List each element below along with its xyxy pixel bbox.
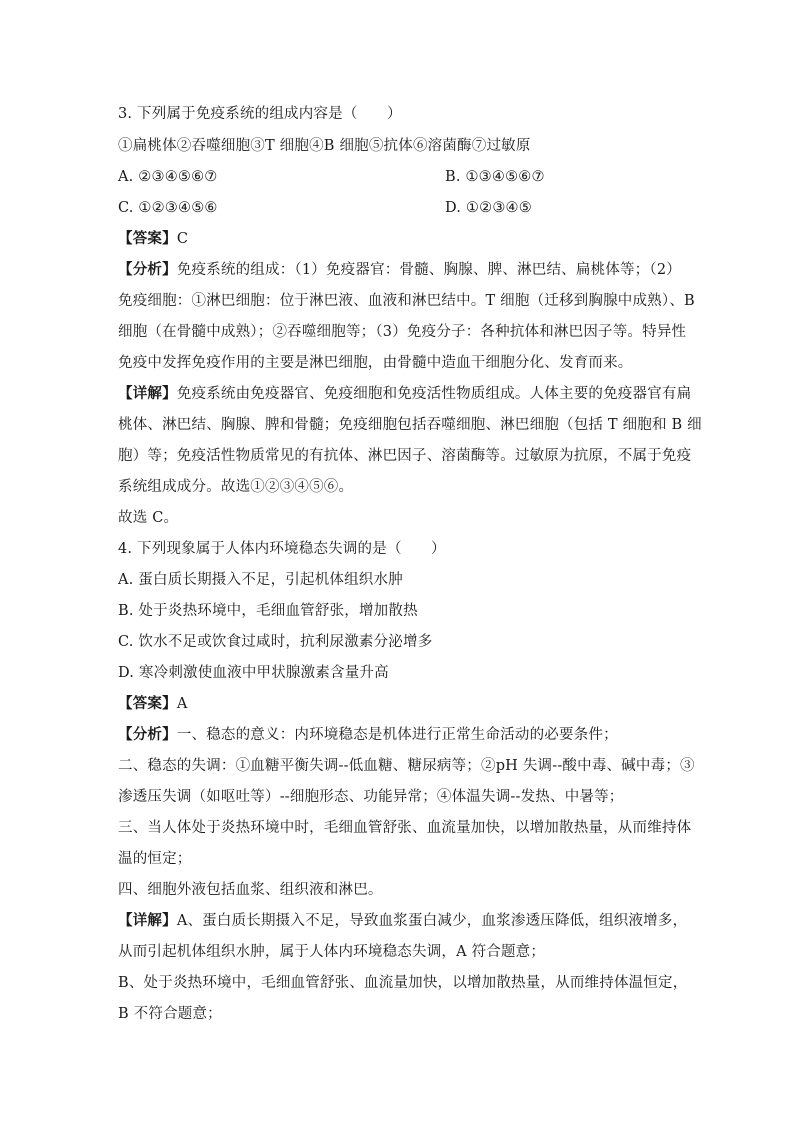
q4-analysis-line-4: 三、当人体处于炎热环境中时，毛细血管舒张、血流量加快，以增加散热量，从而维持体 (118, 820, 692, 836)
q3-detail-line-3: 胞）等；免疫活性物质常见的有抗体、淋巴因子、溶菌酶等。过敏原为抗原，不属于免疫 (118, 448, 692, 464)
q3-answer (118, 229, 678, 249)
q4-detail-line-4: B 不符合题意； (118, 1006, 222, 1022)
q3-detail-line-2: 桃体、淋巴结、胸腺、脾和骨髓；免疫细胞包括吞噬细胞、淋巴细胞（包括 T 细胞和 B 细 (118, 417, 702, 433)
analysis-tag: 【分析】 (118, 726, 177, 743)
q4-option-a: A. 蛋白质长期摄入不足，引起机体组织水肿 (118, 572, 403, 588)
q3-option-d: D. ①②③④⑤ (445, 200, 532, 216)
q3-items: ①扁桃体②吞噬细胞③T 细胞④B 细胞⑤抗体⑥溶菌酶⑦过敏原 (118, 138, 531, 154)
answer-tag: 【答案】 (118, 230, 177, 247)
q3-option-c: C. ①②③④⑤⑥ (118, 200, 218, 216)
answer-value: A (176, 696, 188, 712)
q4-analysis-line-1 (118, 725, 678, 745)
analysis-text: 一、稳态的意义：内环境稳态是机体进行正常生命活动的必要条件； (176, 727, 618, 743)
q4-analysis-line-2: 二、稳态的失调：①血糖平衡失调--低血糖、糖尿病等；②pH 失调--酸中毒、碱中毒；③ (118, 758, 695, 774)
q3-stem: 3. 下列属于免疫系统的组成内容是（ ） (118, 106, 402, 122)
q3-analysis-line-1 (118, 260, 681, 280)
q4-analysis-line-3: 渗透压失调（如呕吐等）--细胞形态、功能异常；④体温失调--发热、中暑等； (118, 789, 624, 805)
q4-answer (118, 694, 678, 714)
q3-analysis-line-3: 细胞（在骨髓中成熟）；②吞噬细胞等；（3）免疫分子：各种抗体和淋巴因子等。特异性 (118, 324, 687, 340)
q3-analysis-line-2: 免疫细胞：①淋巴细胞：位于淋巴液、血液和淋巴结中。T 细胞（迁移到胸腺中成熟）、B (118, 293, 695, 309)
q4-detail-line-3: B、处于炎热环境中，毛细血管舒张、血流量加快，以增加散热量，从而维持体温恒定， (118, 975, 688, 991)
q3-option-a: A. ②③④⑤⑥⑦ (118, 169, 218, 185)
q4-option-c: C. 饮水不足或饮食过咸时，抗利尿激素分泌增多 (118, 634, 433, 650)
answer-value: C (176, 231, 189, 247)
analysis-tag: 【分析】 (118, 261, 177, 278)
q3-conclusion: 故选 C。 (118, 510, 179, 526)
q3-detail-line-4: 系统组成成分。故选①②③④⑤⑥。 (118, 479, 354, 495)
q4-detail-line-1 (118, 911, 688, 931)
detail-tag: 【详解】 (118, 385, 177, 402)
detail-text: 免疫系统由免疫器官、免疫细胞和免疫活性物质组成。人体主要的免疫器官有扁 (176, 386, 692, 402)
analysis-text: 免疫系统的组成：（1）免疫器官：骨髓、胸腺、脾、淋巴结、扁桃体等；（2） (176, 262, 681, 278)
q4-detail-line-2: 从而引起机体组织水肿，属于人体内环境稳态失调，A 符合题意； (118, 944, 546, 960)
q3-detail-line-1 (118, 384, 692, 404)
q3-option-b: B. ①③④⑤⑥⑦ (445, 169, 545, 185)
answer-tag: 【答案】 (118, 695, 177, 712)
q4-option-d: D. 寒冷刺激使血液中甲状腺激素含量升高 (118, 665, 389, 681)
q3-analysis-line-4: 免疫中发挥免疫作用的主要是淋巴细胞，由骨髓中造血干细胞分化、发育而来。 (118, 355, 633, 371)
q4-stem: 4. 下列现象属于人体内环境稳态失调的是（ ） (118, 541, 446, 557)
detail-text: A、蛋白质长期摄入不足，导致血浆蛋白减少，血浆渗透压降低，组织液增多， (176, 913, 688, 929)
q4-analysis-line-5: 温的恒定； (118, 851, 192, 867)
q4-analysis-line-6: 四、细胞外液包括血浆、组织液和淋巴。 (118, 882, 383, 898)
detail-tag: 【详解】 (118, 912, 177, 929)
q4-option-b: B. 处于炎热环境中，毛细血管舒张，增加散热 (118, 603, 418, 619)
